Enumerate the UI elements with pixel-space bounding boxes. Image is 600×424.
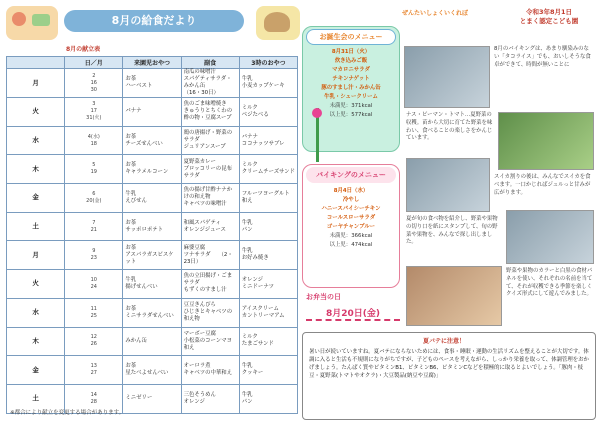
school-name: とまく認定こども園	[519, 17, 579, 25]
birthday-menu-title: お誕生会のメニュー	[306, 29, 396, 45]
snack-cell: お茶 星たべよせんべい	[123, 356, 181, 385]
pm-snack-cell: 牛乳 パン	[239, 212, 297, 241]
pm-snack-cell: バナナ ココナッツサブレ	[239, 126, 297, 155]
date-cell: 10 24	[65, 270, 123, 299]
menu-line: 8月31日（火）	[331, 49, 371, 55]
date-cell: 11 25	[65, 298, 123, 327]
main-dish-cell: 豆豆きんぴら ひじきとキャベツの和え物	[181, 298, 239, 327]
pm-snack-cell: 牛乳 小麦カップケーキ	[239, 69, 297, 98]
main-dish-cell: 麻婆豆腐 ツナサラダ （2・23日）	[181, 241, 239, 270]
snack-cell: 牛乳 揚げせんべい	[123, 270, 181, 299]
menu-row	[7, 184, 298, 213]
issue-date: 令和3年8月1日	[525, 8, 573, 16]
caption-quiz: 野菜や果物のカラーと白黒の食材パネルを使い、それぞれの名前を当てて、それが収穫できる季節を楽しくクイズ形式にして遊んでみました。	[506, 268, 593, 298]
snack-cell: お茶 ハーベスト	[123, 69, 181, 98]
caption-buffet: 8月のバイキングは、あまり馴染みのない「タコライス」でも、おいしそうな食卓ができて、時間が無いことに	[494, 46, 591, 68]
menu-line: 8月4日（水）	[333, 188, 369, 194]
pm-snack-cell: ミルク クリームチーズサンド	[239, 155, 297, 184]
newsletter-title: 8月の給食だより	[64, 10, 244, 32]
calorie-line: 以上児：577kcal	[329, 112, 373, 118]
pm-snack-cell: 牛乳 クッキー	[239, 356, 297, 385]
buffet-photo	[404, 46, 490, 108]
main-dish-cell: 魚の立田揚げ・ごまサラダ もずくのすまし汁	[181, 270, 239, 299]
pm-snack-cell: フルーツヨーグルト和え	[239, 184, 297, 213]
main-dish-cell: 夏野菜カレー ブロッコリーの昆布サラダ	[181, 155, 239, 184]
menu-row	[7, 298, 298, 327]
caption-stamps: 夏が旬の食べ物を紹介し、野菜や果物の切り口を紙にスタンプして、旬の野菜や果物を、みんなで探し出しました。	[406, 216, 498, 246]
snack-cell: 牛乳 えびせん	[123, 184, 181, 213]
weekday-cell: 火	[7, 270, 65, 299]
date-cell: 4(水) 18	[65, 126, 123, 155]
snack-cell: お茶 サッポロポテト	[123, 212, 181, 241]
pm-snack-cell: 牛乳 お好み焼き	[239, 241, 297, 270]
weekday-cell: 金	[7, 356, 65, 385]
flower-decoration	[316, 108, 319, 162]
date-cell: 5 19	[65, 155, 123, 184]
vegetable-illustration	[256, 6, 300, 40]
snack-cell: ミニゼリー	[123, 384, 181, 413]
weekday-cell: 木	[7, 327, 65, 356]
date-cell: 7 21	[65, 212, 123, 241]
menu-line: 牛乳・シュークリーム	[324, 94, 378, 100]
menu-row	[7, 356, 298, 385]
date-cell: 3 17 31(火)	[65, 98, 123, 127]
date-cell: 13 27	[65, 356, 123, 385]
menu-table	[6, 56, 298, 414]
menu-note: ※都合により献立を変更する場合があります。	[10, 410, 125, 416]
pm-snack-cell: ミルク たまごサンド	[239, 327, 297, 356]
snack-cell: お茶 キャラメルコーン	[123, 155, 181, 184]
main-dish-cell: 三色そうめん オレンジ	[181, 384, 239, 413]
header-snack: 来園児おやつ	[123, 57, 181, 69]
weekday-cell: 月	[7, 69, 65, 98]
date-cell: 6 20(金)	[65, 184, 123, 213]
date-cell: 14 28	[65, 384, 123, 413]
menu-line: 炊き込みご飯	[334, 58, 368, 64]
menu-header-row	[7, 57, 298, 69]
weekday-cell: 土	[7, 212, 65, 241]
menu-row	[7, 241, 298, 270]
caption-vegetables: ナス・ピーマン・トマト…夏野菜の収穫。苗から大切に育てた野菜を味わい、食べることの楽しさをかんじています。	[406, 112, 493, 142]
pm-snack-cell: アイスクリーム カントリーマアム	[239, 298, 297, 327]
pm-snack-cell: オレンジ ミニドーナツ	[239, 270, 297, 299]
school-date	[502, 8, 596, 26]
menu-row	[7, 155, 298, 184]
calorie-line: 未満児：366kcal	[329, 233, 373, 239]
weekday-cell: 火	[7, 98, 65, 127]
menu-row	[7, 69, 298, 98]
weekday-cell: 土	[7, 384, 65, 413]
pm-snack-cell: ミルク ベジたべる	[239, 98, 297, 127]
children-illustration	[6, 6, 58, 40]
weekday-cell: 木	[7, 155, 65, 184]
menu-line: ゴーヤチャンプルー	[326, 224, 376, 230]
snack-cell: みかん缶	[123, 327, 181, 356]
snack-cell: お茶 チーズせんべい	[123, 126, 181, 155]
buffet-menu-title: バイキングのメニュー	[306, 167, 396, 183]
watermelon-photo	[406, 158, 490, 212]
calorie-line: 未満児：371kcal	[329, 103, 373, 109]
right-section	[302, 4, 596, 420]
summer-body: 暑い日が続いていますね。夏バテにならないためには、食事・睡眠・運動の生活リズムを整えることが大切です。体調に入ると生活も不規則になりがちですが、子どものペースを考えながら、しっかり栄養を取って、体調管理をおかげましょう。たんぱく質やビタミンB1、ビタミンB6、ビタミンCなどを積極的に取るとよいでしょう。「豚肉・枝豆・夏野菜(トマトやオクラ)・大豆製品(納豆や豆腐)」	[309, 349, 589, 379]
bento-day-box	[306, 292, 400, 330]
pm-snack-cell: 牛乳 パン	[239, 384, 297, 413]
summer-title: 夏バテに注意！	[423, 338, 466, 345]
weekday-cell: 金	[7, 184, 65, 213]
summer-fatigue-box	[302, 332, 596, 420]
main-dish-cell: 南瓜の味噌汁 スパゲティサラダ・みかん缶 （16・30日）	[181, 69, 239, 98]
buffet-menu-box	[302, 164, 400, 288]
menu-row	[7, 327, 298, 356]
snack-cell: お茶 アスパラガスビスケット	[123, 241, 181, 270]
snack-cell: お茶 ミニサラダせんべい	[123, 298, 181, 327]
bento-title: お弁当の日	[306, 293, 341, 301]
date-cell: 12 26	[65, 327, 123, 356]
main-dish-cell: オーロラ煮 キャベツの中華和え	[181, 356, 239, 385]
menu-section	[4, 4, 300, 420]
menu-row	[7, 126, 298, 155]
menu-line: 冷やし	[342, 197, 360, 203]
main-dish-cell: 鶏の唐揚げ・野菜のサラダ ジュリアンスープ	[181, 126, 239, 155]
menu-row	[7, 98, 298, 127]
weekday-cell: 水	[7, 298, 65, 327]
menu-line: チキンナゲット	[332, 76, 370, 82]
date-cell: 2 16 30	[65, 69, 123, 98]
header-day: 日／月	[65, 57, 123, 69]
caption-watermelon: スイカ割りの後は、みんなでスイカを食べます。一口かじればジュルっと甘みが広がります。	[494, 174, 591, 196]
main-dish-cell: マーボー豆腐 小松菜のコーンマヨ和え	[181, 327, 239, 356]
menu-row	[7, 270, 298, 299]
calorie-line: 以上児：474kcal	[329, 242, 373, 248]
snack-cell: バナナ	[123, 98, 181, 127]
banner-heading: ぜんたいしょくいくれぼ	[402, 10, 469, 17]
vegetable-photo	[498, 112, 594, 170]
menu-line: マカロニサラダ	[332, 67, 370, 73]
main-dish-cell: 和風スパゲティ オレンジジュース	[181, 212, 239, 241]
header-weekday	[7, 57, 65, 69]
weekday-cell: 月	[7, 241, 65, 270]
menu-line: コールスローサラダ	[326, 215, 376, 221]
menu-row	[7, 212, 298, 241]
header-main: 副食	[181, 57, 239, 69]
header-pm-snack: 3時のおやつ	[239, 57, 297, 69]
buffet-menu-body	[303, 187, 399, 250]
weekday-cell: 水	[7, 126, 65, 155]
menu-line: 豚のすまし汁・みかん缶	[321, 85, 381, 91]
main-dish-cell: 魚の揚げ甘酢ナナかけの和え物 キャベツの味噌汁	[181, 184, 239, 213]
bento-date: 8月20日(金)	[306, 306, 400, 321]
date-cell: 9 23	[65, 241, 123, 270]
main-dish-cell: 魚のごま味噌焼き きゅうりとちくわの酢の物・豆腐スープ	[181, 98, 239, 127]
menu-line: ハニースパイシーチキン	[321, 206, 381, 212]
quiz-photo	[406, 266, 502, 326]
menu-subtitle: 8月の献立表	[66, 46, 101, 53]
stamp-photo	[506, 210, 594, 264]
